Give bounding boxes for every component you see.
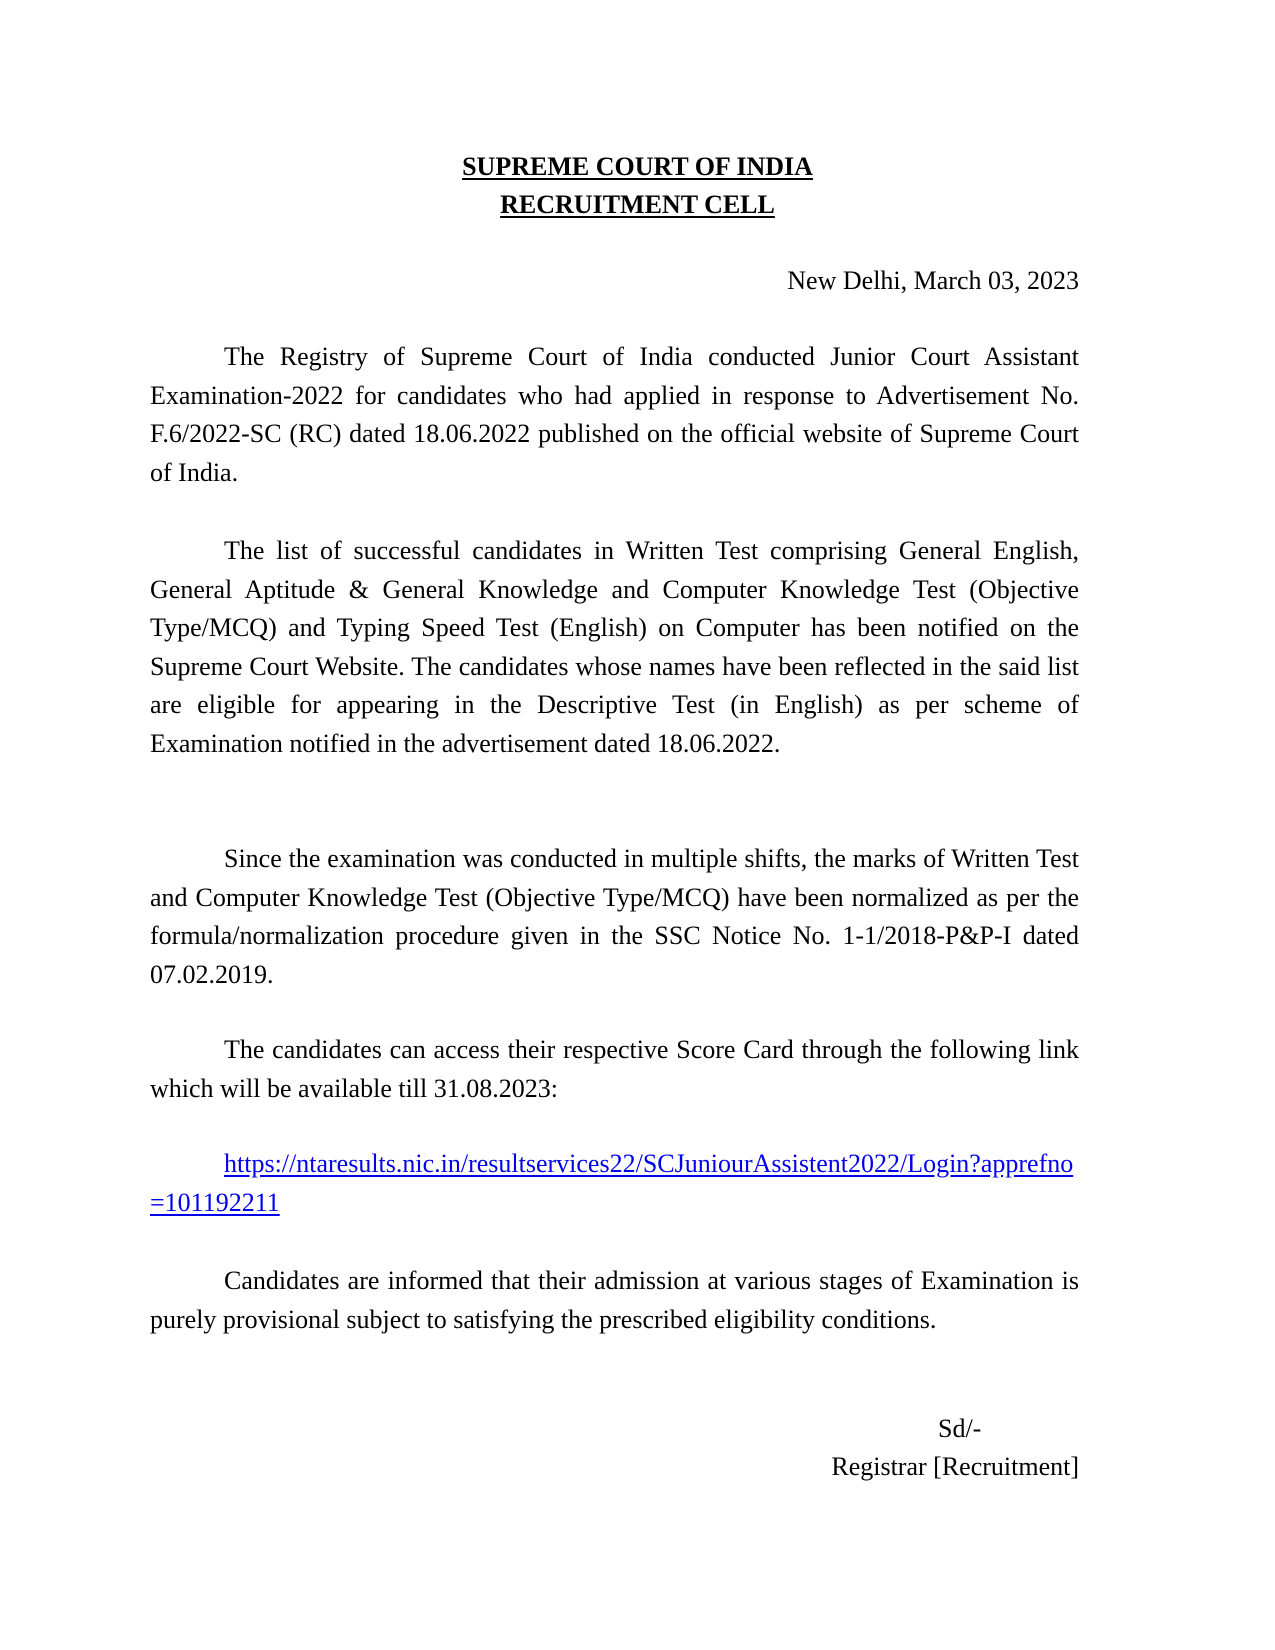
signature-designation: Registrar [Recruitment]: [831, 1452, 1079, 1481]
paragraph-examination: The Registry of Supreme Court of India conducted Junior Court Assistant Examination-2022 for candidates who had applied in response to Advertisement No. F.6/2022-SC (RC) dated 18.06.2022 published on the official website of Supreme Court of India.: [150, 342, 1079, 487]
paragraph-successful-list: The list of successful candidates in Written Test comprising General English, General Aptitude & General Knowledge and Computer Knowledge Test (Objective Type/MCQ) and Typing Speed Test (English) on Computer has been notified on the Supreme Court Website. The candidates whose names have been reflected in the said list are eligible for appearing in the Descriptive Test (in English) as per scheme of Examination notified in the advertisement dated 18.06.2022.: [150, 536, 1079, 758]
signature-sd: Sd/-: [938, 1414, 982, 1443]
paragraph-score-card: The candidates can access their respective Score Card through the following link which will be available till 31.08.2023:: [150, 1035, 1079, 1103]
header-department: RECRUITMENT CELL: [500, 190, 775, 219]
paragraph-normalization: Since the examination was conducted in multiple shifts, the marks of Written Test and Computer Knowledge Test (Objective Type/MCQ) have been normalized as per the formula/normalization procedure given in the SSC Notice No. 1-1/2018-P&P-I dated 07.02.2019.: [150, 844, 1079, 989]
header-organization: SUPREME COURT OF INDIA: [462, 152, 813, 181]
scorecard-link[interactable]: https://ntaresults.nic.in/resultservices22/SCJuniourAssistent2022/Login?apprefno=101192211: [150, 1149, 1074, 1217]
date-line: New Delhi, March 03, 2023: [787, 266, 1079, 295]
scorecard-link-paragraph: [150, 1145, 1079, 1222]
paragraph-provisional: Candidates are informed that their admission at various stages of Examination is purely provisional subject to satisfying the prescribed eligibility conditions.: [150, 1266, 1079, 1334]
